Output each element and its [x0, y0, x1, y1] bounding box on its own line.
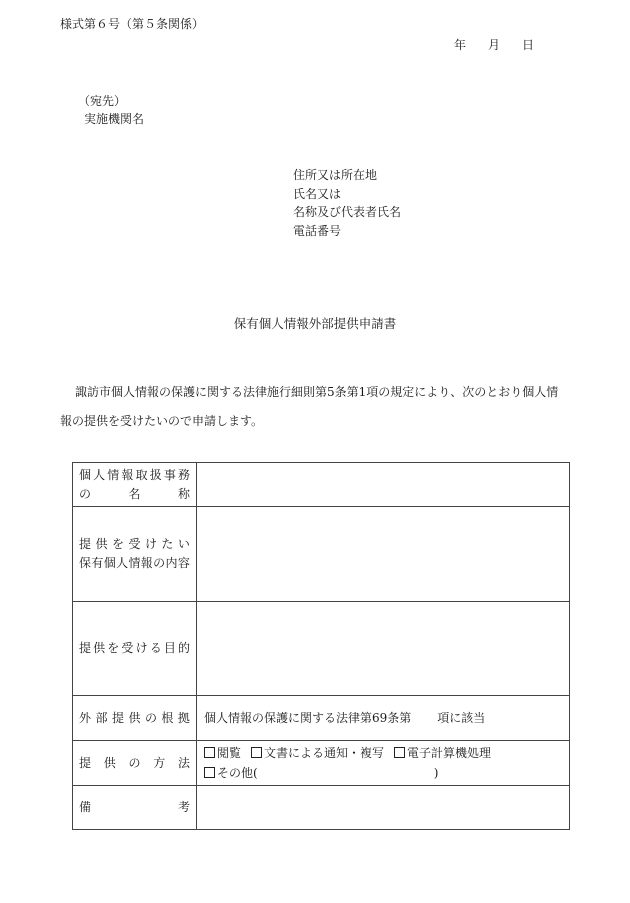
label-char: 称 [177, 486, 190, 501]
remarks-field[interactable] [197, 786, 570, 830]
label-line [79, 554, 190, 573]
day-label: 日 [522, 38, 535, 52]
option-view[interactable] [204, 746, 241, 760]
label-line [79, 535, 190, 554]
label-char: 報 [140, 556, 153, 570]
basis-label [73, 696, 197, 741]
basis-prefix: 個人情報の保護に関する法律第69条第 [204, 711, 412, 725]
body-line-2: 報の提供を受けたいので申請します。 [60, 414, 264, 428]
option-other[interactable] [204, 766, 258, 780]
checkbox-document[interactable] [251, 747, 262, 758]
label-char: 提 [79, 537, 92, 551]
label-char: 取 [135, 467, 148, 482]
remarks-label [73, 786, 197, 830]
info-content-field[interactable] [197, 507, 570, 602]
applicant-phone-label: 電話番号 [293, 223, 342, 238]
label-char: の [128, 755, 141, 770]
label-char: け [144, 537, 157, 551]
label-line [79, 466, 190, 485]
basis-field [197, 696, 570, 741]
label-char: 備 [79, 800, 92, 814]
option-other-label: その他( [217, 766, 258, 780]
label-char: 拠 [177, 710, 190, 725]
body-text [60, 378, 575, 436]
body-line-1: 諏訪市個人情報の保護に関する法律施行細則第5条第1項の規定により、次のとおり個人情 [75, 385, 559, 399]
date-line [454, 37, 534, 53]
label-char: を [111, 537, 124, 551]
label-char: 個 [103, 556, 116, 570]
label-char: た [161, 537, 174, 551]
label-char: け [135, 641, 148, 655]
purpose-field[interactable] [197, 602, 570, 696]
label-char: 受 [128, 537, 141, 551]
table-row-remarks [73, 786, 570, 830]
label-char: 目 [163, 641, 176, 655]
other-close-paren: ) [433, 766, 439, 780]
label-char: 報 [121, 467, 134, 482]
form-number: 様式第６号（第５条関係） [60, 17, 205, 31]
method-options-line-2 [204, 763, 569, 783]
info-content-label [73, 507, 197, 602]
label-char: 供 [128, 710, 141, 725]
label-char: 供 [93, 641, 106, 655]
label-char: 名 [128, 486, 141, 501]
checkbox-view[interactable] [204, 747, 215, 758]
label-char: 方 [153, 755, 166, 770]
table-row-basis [73, 696, 570, 741]
label-char: の [144, 710, 157, 725]
office-name-field[interactable] [197, 463, 570, 507]
table-row-purpose [73, 602, 570, 696]
method-label [73, 741, 197, 786]
label-char: 個 [79, 467, 92, 482]
option-document-label: 文書による通知・複写 [264, 746, 385, 760]
office-name-label [73, 463, 197, 507]
label-char: 的 [177, 641, 190, 655]
option-computer[interactable] [394, 746, 491, 760]
option-view-label: 閲覧 [217, 746, 242, 760]
label-char: の [153, 556, 166, 570]
applicant-fields [293, 166, 401, 240]
addressee-name: 実施機関名 [84, 112, 145, 126]
label-char: 提 [79, 641, 92, 655]
label-char: 情 [128, 556, 141, 570]
basis-suffix: 項に該当 [437, 711, 486, 725]
label-char: 容 [177, 556, 190, 570]
label-char: 扱 [149, 467, 162, 482]
applicant-representative-label: 名称及び代表者氏名 [293, 205, 402, 219]
addressee-label: （宛先） [78, 94, 127, 108]
method-options-line-1 [204, 743, 569, 763]
label-line [79, 754, 190, 773]
label-char: 供 [95, 537, 108, 551]
label-char: 考 [177, 800, 190, 814]
label-char: る [149, 641, 162, 655]
label-char: 根 [161, 710, 174, 725]
label-line [79, 639, 190, 658]
label-char: 事 [163, 467, 176, 482]
document-title: 保有個人情報外部提供申請書 [233, 316, 397, 331]
label-char: 情 [107, 467, 120, 482]
method-field [197, 741, 570, 786]
label-char: 法 [177, 755, 190, 770]
label-char: 外 [79, 710, 92, 725]
label-char: 有 [91, 556, 104, 570]
label-char: 受 [121, 641, 134, 655]
label-char: 部 [95, 710, 108, 725]
label-char: い [177, 537, 190, 551]
checkbox-other[interactable] [204, 767, 215, 778]
label-line [79, 798, 190, 817]
month-label: 月 [488, 38, 501, 52]
year-label: 年 [454, 38, 467, 52]
label-line [79, 485, 190, 504]
label-char: の [79, 486, 92, 501]
applicant-name-label: 氏名又は [293, 186, 342, 201]
applicant-address-label: 住所又は所在地 [293, 168, 378, 182]
label-char: 務 [177, 467, 190, 482]
table-row-info-content [73, 507, 570, 602]
label-char: 提 [79, 755, 92, 770]
application-table [72, 462, 570, 830]
label-char: 人 [116, 556, 129, 570]
option-document[interactable] [251, 746, 384, 760]
purpose-label [73, 602, 197, 696]
label-line [79, 709, 190, 728]
table-row-office-name [73, 463, 570, 507]
option-computer-label: 電子計算機処理 [407, 746, 492, 760]
checkbox-computer[interactable] [394, 747, 405, 758]
label-char: 供 [103, 755, 116, 770]
basis-text [204, 710, 569, 726]
label-char: 内 [165, 556, 178, 570]
label-char: 提 [111, 710, 124, 725]
label-char: 人 [93, 467, 106, 482]
label-char: 保 [79, 556, 92, 570]
table-row-method [73, 741, 570, 786]
label-char: を [107, 641, 120, 655]
